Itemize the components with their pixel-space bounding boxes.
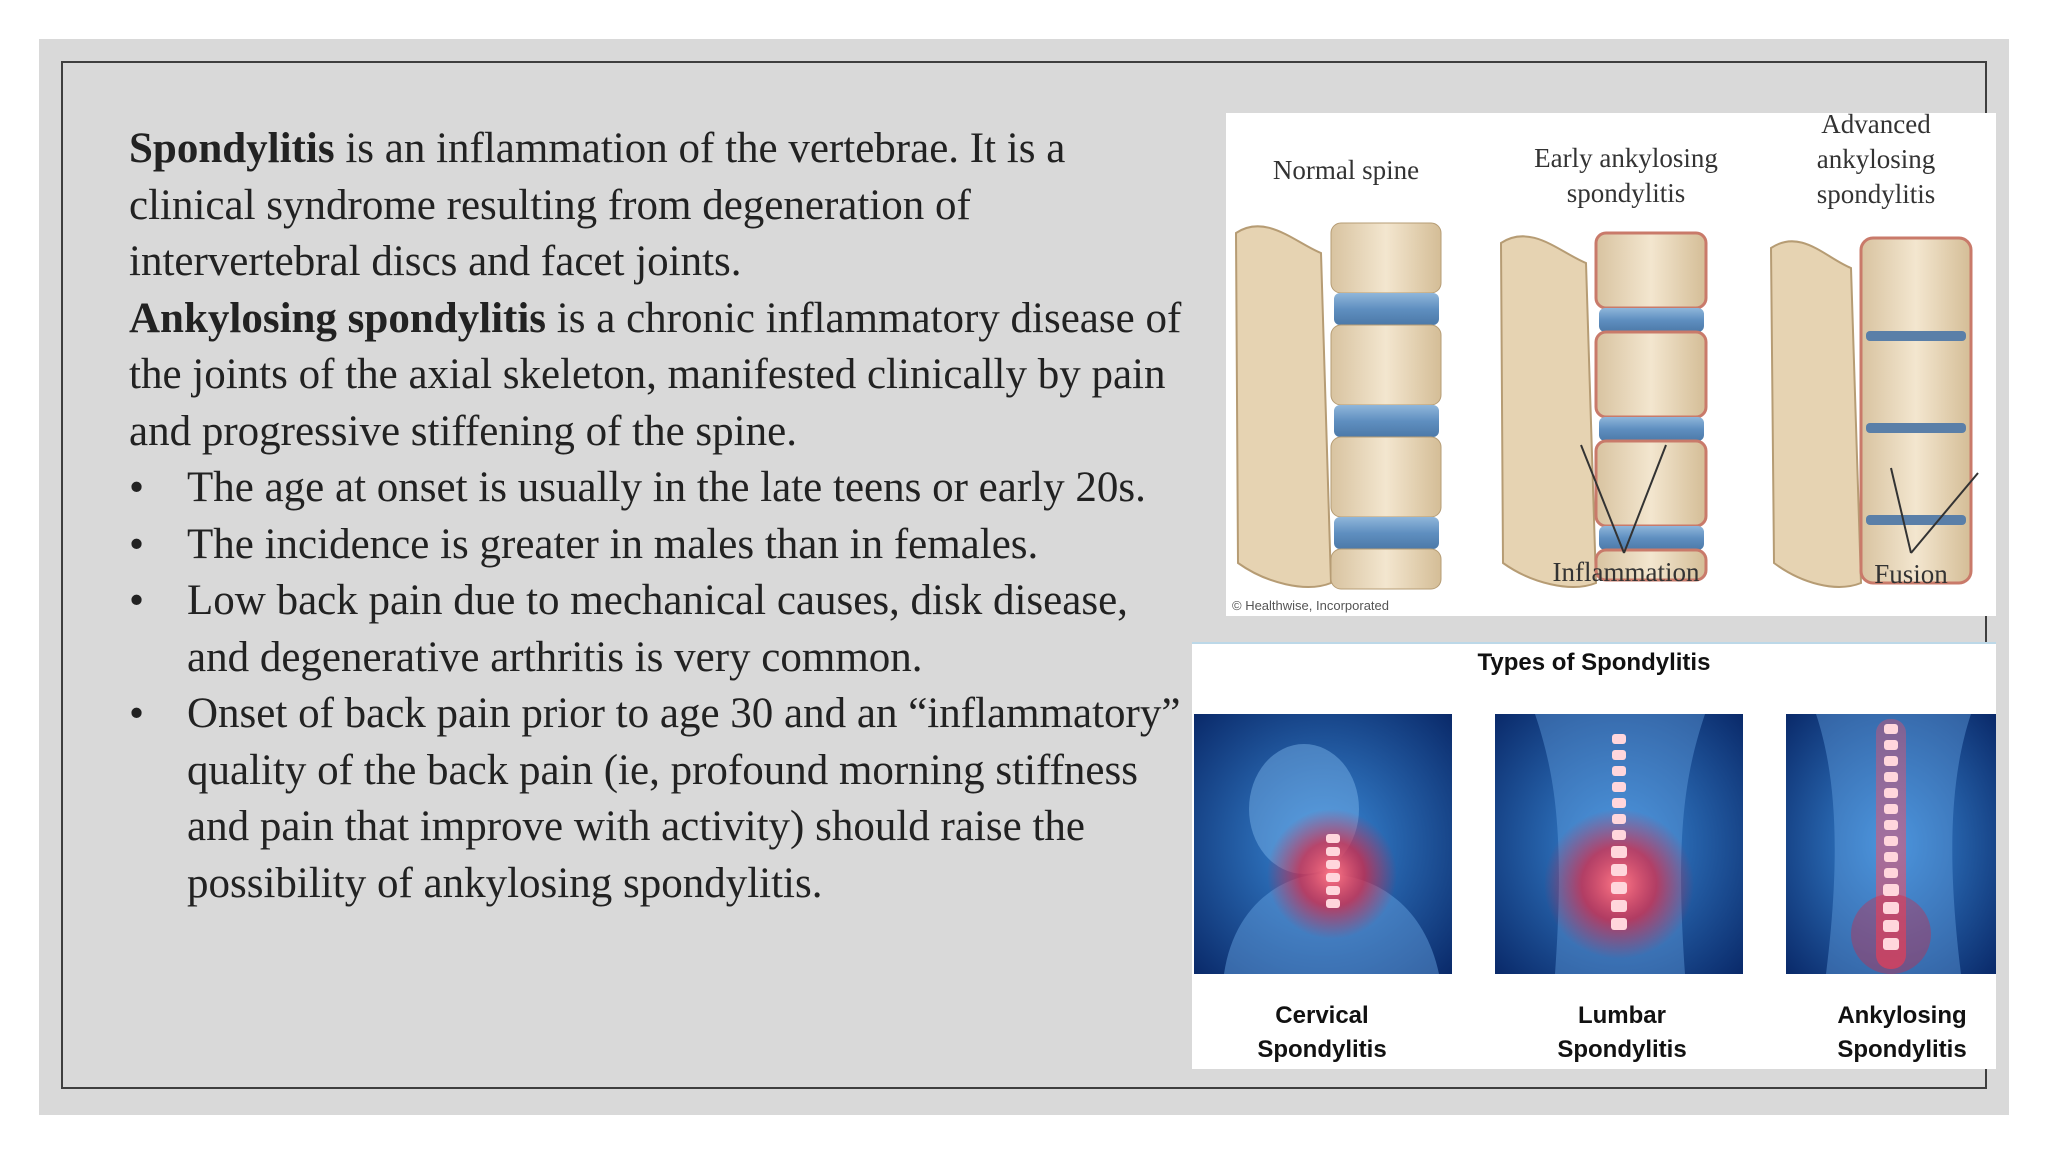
definition-ankylosing: is a chronic inflammatory disease of the joints of the axial skeleton, manifested clinically by pain and progressive stiffening of the spine. [129, 294, 1182, 455]
image-credit: © Healthwise, Incorporated [1232, 598, 1389, 613]
caption-line: Ankylosing [1837, 1002, 1967, 1029]
ankylosing-image [1786, 714, 1996, 974]
paragraph-spondylitis [129, 121, 1189, 291]
definition-spondylitis: is an inflammation of the vertebrae. It is a clinical syndrome resulting from degeneration of intervertebral discs and facet joints. [129, 125, 1066, 285]
slide [39, 39, 2009, 1115]
caption-line: Spondylitis [1837, 1036, 1967, 1063]
caption-cervical [1222, 999, 1422, 1067]
types-of-spondylitis-figure [1192, 642, 1996, 1069]
early-spine-drawing [1501, 233, 1706, 587]
bullet-text: The incidence is greater in males than in females. [187, 520, 1039, 568]
bullet-text: The age at onset is usually in the late teens or early 20s. [187, 464, 1146, 511]
bullet-dot: • [129, 577, 145, 624]
bullet-dot: • [129, 690, 145, 737]
bullet-dot: • [129, 520, 145, 568]
caption-line: Lumbar [1577, 1002, 1666, 1029]
caption-line: Spondylitis [1257, 1036, 1387, 1063]
bullet-text: Onset of back pain prior to age 30 and an “inflammatory” quality of the back pain (ie, profound morning stiffness and pain that improve with activity) should raise the possibility of ankylosing spondylitis. [187, 690, 1181, 907]
bullet-item [129, 686, 1189, 912]
normal-spine-drawing [1236, 223, 1441, 589]
body-text [129, 121, 1189, 912]
label-normal-spine: Normal spine [1272, 155, 1420, 185]
caption-ankylosing [1802, 999, 2002, 1067]
bullet-dot: • [129, 464, 145, 511]
bullet-text: Low back pain due to mechanical causes, disk disease, and degenerative arthritis is very common. [187, 577, 1128, 681]
caption-line: Cervical [1275, 1002, 1369, 1029]
paragraph-ankylosing [129, 291, 1189, 461]
types-figure-title: Types of Spondylitis [1477, 649, 1711, 676]
ankylosing-xray-art [1786, 714, 1996, 974]
bullet-item [129, 573, 1189, 686]
cervical-xray-art [1194, 714, 1452, 974]
callout-inflammation: Inflammation [1552, 557, 1700, 587]
lumbar-image [1495, 714, 1743, 974]
caption-lumbar [1522, 999, 1722, 1067]
spine-illustration [1226, 109, 1996, 616]
bullet-item [129, 517, 1189, 574]
advanced-spine-drawing [1771, 238, 1978, 587]
term-spondylitis: Spondylitis [129, 125, 335, 172]
callout-fusion: Fusion [1874, 559, 1948, 589]
bullet-list [129, 460, 1189, 912]
cervical-image [1194, 714, 1452, 974]
bullet-item [129, 460, 1189, 517]
term-ankylosing-spondylitis: Ankylosing spondylitis [129, 294, 547, 342]
caption-line: Spondylitis [1557, 1036, 1687, 1063]
label-advanced-ankylosing: Advanced ankylosing spondylitis [1816, 109, 1936, 209]
lumbar-xray-art [1495, 714, 1743, 974]
label-early-ankylosing: Early ankylosing spondylitis [1534, 143, 1718, 208]
